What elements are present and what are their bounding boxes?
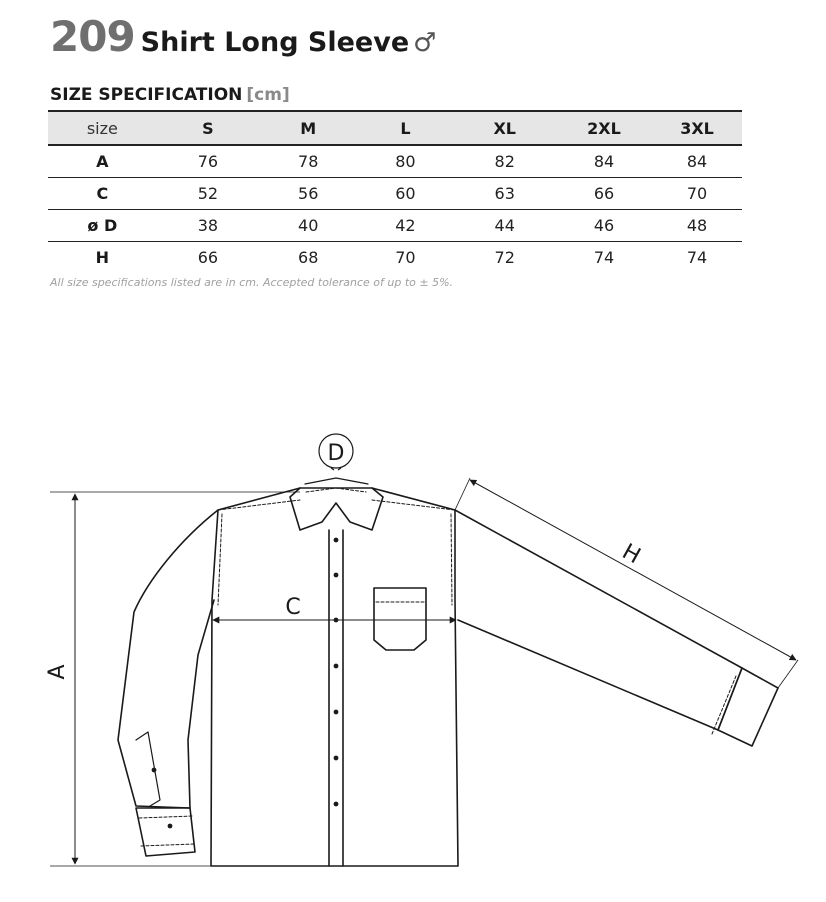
table-cell: 68	[298, 247, 319, 267]
table-cell: 56	[298, 183, 319, 203]
table-cell: 82	[494, 151, 515, 171]
measure-a-line	[50, 492, 300, 866]
table-cell: 46	[593, 215, 615, 235]
row-label: H	[95, 247, 110, 267]
table-cell: 70	[686, 183, 708, 203]
column-header: XL	[493, 118, 516, 138]
table-cell: 66	[197, 247, 219, 267]
measure-c-label: C	[285, 595, 301, 620]
table-cell: 66	[593, 183, 615, 203]
column-header: size	[86, 118, 118, 138]
buttons	[152, 538, 339, 829]
table-cell: 48	[686, 215, 708, 235]
table-cell: 84	[593, 151, 615, 171]
left-sleeve-outline	[118, 510, 218, 808]
measure-h-label: H	[617, 539, 645, 570]
measure-h-line	[455, 478, 798, 688]
collar	[290, 488, 383, 530]
table-cell: 60	[395, 183, 416, 203]
table-cell: 63	[494, 183, 515, 203]
left-cuff	[136, 808, 195, 856]
tolerance-footnote: All size specifications listed are in cm. Accepted tolerance of up to ± 5%.	[50, 276, 454, 289]
product-name: Shirt Long Sleeve	[140, 27, 410, 58]
row-label: C	[96, 183, 109, 203]
column-header: 2XL	[587, 118, 621, 138]
column-header: S	[202, 118, 214, 138]
table-cell: 74	[593, 247, 615, 267]
table-cell: 72	[494, 247, 515, 267]
chest-pocket	[374, 588, 426, 650]
table-cell: 76	[197, 151, 219, 171]
table-cell: 40	[298, 215, 319, 235]
spec-title-text: SIZE SPECIFICATION	[50, 85, 243, 105]
column-header: M	[300, 118, 317, 138]
table-cell: 84	[686, 151, 708, 171]
measure-a-label: A	[45, 664, 70, 680]
spec-unit: [cm]	[246, 85, 290, 105]
model-number: 209	[50, 12, 135, 61]
table-cell: 38	[197, 215, 219, 235]
table-cell: 78	[298, 151, 319, 171]
measure-d-label: D	[327, 441, 345, 466]
right-cuff	[718, 668, 778, 746]
table-cell: 70	[395, 247, 416, 267]
table-cell: 52	[197, 183, 219, 203]
table-cell: 74	[686, 247, 708, 267]
table-cell: 42	[395, 215, 416, 235]
row-label: ø D	[87, 215, 118, 235]
row-label: A	[96, 151, 109, 171]
column-header: 3XL	[680, 118, 714, 138]
male-gender-icon: ♂	[413, 28, 437, 58]
table-cell: 80	[395, 151, 416, 171]
button-placket	[329, 530, 343, 866]
column-header: L	[400, 118, 411, 138]
shirt-body-outline	[211, 488, 458, 866]
right-sleeve-outline	[455, 510, 742, 730]
table-cell: 44	[494, 215, 515, 235]
